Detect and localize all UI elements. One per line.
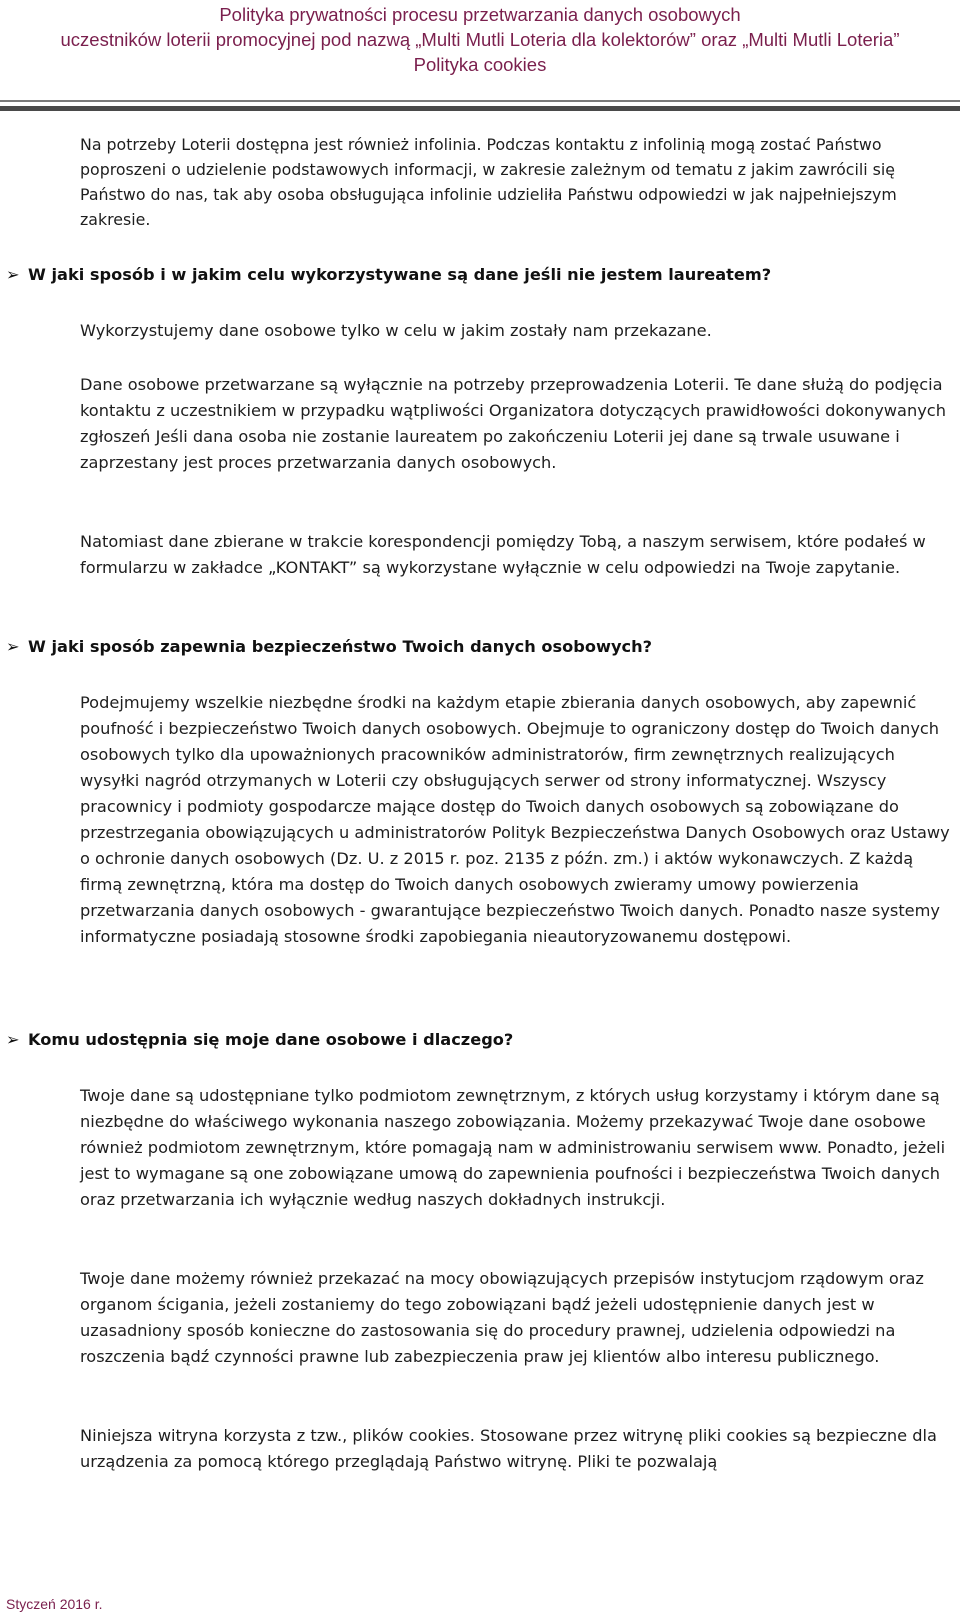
intro-paragraph: Na potrzeby Loterii dostępna jest również infolinia. Podczas kontaktu z infolinią mogą zostać Państwo poproszeni o udzielenie podstawowych informacji, w zakresie zależnym od tematu z jakim zawrócili się Państwo do nas, tak aby osoba obsługująca infolinie udzieliła Państwu odpowiedzi w jak najpełniejszym zakresie.: [80, 135, 897, 229]
paragraph-cookies: Niniejsza witryna korzysta z tzw., plików cookies. Stosowane przez witrynę pliki cookies są bezpieczne dla urządzenia za pomocą którego przeglądają Państwo witrynę. Pliki te pozwalają: [80, 1426, 937, 1471]
arrow-bullet-icon: ➢: [6, 265, 20, 284]
paragraph-third-parties: Twoje dane są udostępniane tylko podmiotom zewnętrznym, z których usług korzystamy i którym dane są niezbędne do właściwego wykonania naszego zobowiązania. Możemy przekazywać Twoje dane osobowe również podmiotom zewnętrznym, które pomagają nam w administrowaniu serwisem www. Ponadto, jeżeli jest to wymagane są one zobowiązane umową do zapewnienia poufności i bezpieczeństwa Twoich danych oraz przetwarzania ich wyłącznie według naszych dokładnych instrukcji.: [80, 1086, 946, 1209]
paragraph-security-measures: Podejmujemy wszelkie niezbędne środki na każdym etapie zbierania danych osobowych, aby zapewnić poufność i bezpieczeństwo Twoich danych osobowych. Obejmuje to ograniczony dostęp do Twoich danych osobowych tylko dla upoważnionych pracowników administratorów, firm zewnętrznych realizujących wysyłki nagród otrzymanych w Loterii czy obsługujących serwer od strony informatycznej. Wszyscy pracownicy i podmioty gospodarcze mające dostęp do Twoich danych osobowych są zobowiązane do przestrzegania obowiązujących u administratorów Polityk Bezpieczeństwa Danych Osobowych oraz Ustawy o ochronie danych osobowych (Dz. U. z 2015 r. poz. 2135 z późn. zm.) i aktów wykonawczych. Z każdą firmą zewnętrzną, która ma dostęp do Twoich danych osobowych zwieramy umowy powierzenia przetwarzania danych osobowych - gwarantujące bezpieczeństwo Twoich danych. Ponadto nasze systemy informatyczne posiadają stosowne środki zapobiegania nieautoryzowanemu dostępowi.: [80, 693, 950, 946]
footer-date: Styczeń 2016 r.: [6, 1596, 103, 1612]
header-divider-thin: [0, 100, 960, 102]
section-heading-text: Komu udostępnia się moje dane osobowe i dlaczego?: [28, 1030, 514, 1049]
section-heading-sharing: [6, 1027, 946, 1053]
header-divider-thick: [0, 106, 960, 111]
arrow-bullet-icon: ➢: [6, 637, 20, 656]
section-heading-security: [6, 634, 946, 660]
paragraph-processing: Dane osobowe przetwarzane są wyłącznie na potrzeby przeprowadzenia Loterii. Te dane służą do podjęcia kontaktu z uczestnikiem w przypadku wątpliwości Organizatora dotyczących prawidłowości dokonywanych zgłoszeń Jeśli dana osoba nie zostanie laureatem po zakończeniu Loterii jej dane są trwale usuwane i zaprzestany jest proces przetwarzania danych osobowych.: [80, 375, 946, 472]
header-title-line-1: Polityka prywatności procesu przetwarzania danych osobowych: [219, 4, 741, 25]
section-heading-text: W jaki sposób zapewnia bezpieczeństwo Twoich danych osobowych?: [28, 637, 653, 656]
section-heading-text: W jaki sposób i w jakim celu wykorzystywane są dane jeśli nie jestem laureatem?: [28, 265, 772, 284]
arrow-bullet-icon: ➢: [6, 1030, 20, 1049]
paragraph-usage-purpose: Wykorzystujemy dane osobowe tylko w celu w jakim zostały nam przekazane.: [80, 321, 712, 340]
paragraph-contact-form: Natomiast dane zbierane w trakcie korespondencji pomiędzy Tobą, a naszym serwisem, które podałeś w formularzu w zakładce „KONTAKT” są wykorzystane wyłącznie w celu odpowiedzi na Twoje zapytanie.: [80, 532, 926, 577]
paragraph-authorities: Twoje dane możemy również przekazać na mocy obowiązujących przepisów instytucjom rządowym oraz organom ścigania, jeżeli zostaniemy do tego zobowiązani bądź jeżeli udostępnienie danych jest w uzasadniony sposób konieczne do zastosowania się do procedury prawnej, udzielenia odpowiedzi na roszczenia bądź czynności prawne lub zabezpieczenia praw jej klientów albo interesu publicznego.: [80, 1269, 924, 1366]
section-heading-usage: [6, 262, 946, 288]
header-title-line-3: Polityka cookies: [413, 54, 547, 75]
header-title-line-2: uczestników loterii promocyjnej pod nazwą „Multi Mutli Loteria dla kolektorów” oraz „Multi Mutli Loteria”: [60, 29, 900, 50]
